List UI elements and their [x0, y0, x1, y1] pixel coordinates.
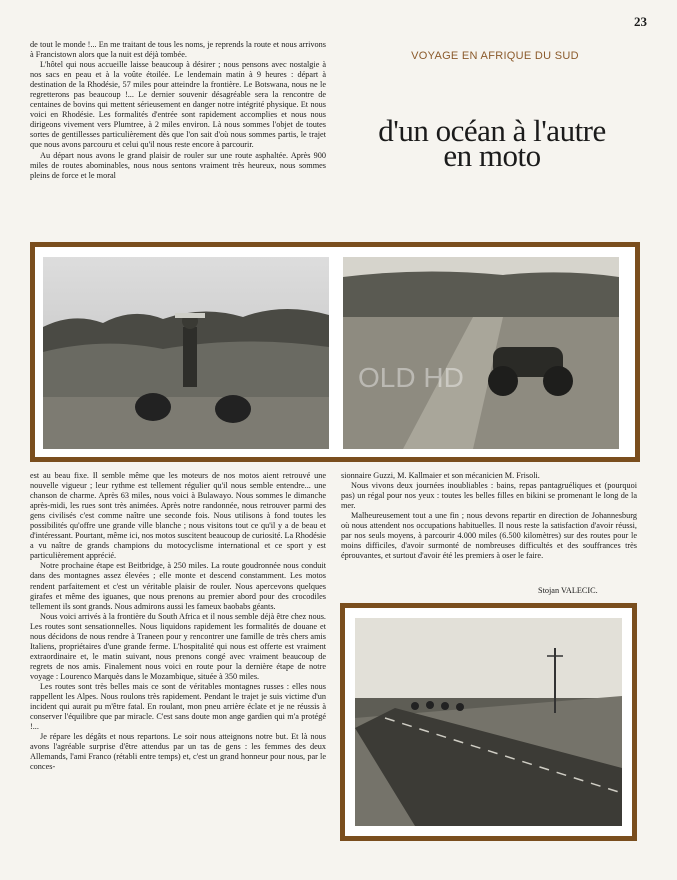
intro-paragraph-3: Au départ nous avons le grand plaisir de rouler sur une route asphaltée. Après 900 miles de routes abominables, nous nous sentons vraiment très heureux, nous sommes pleins de force et le moral: [30, 150, 326, 180]
headline-line-2: en moto: [443, 138, 541, 173]
body-left-column: [30, 471, 326, 772]
bottom-photo-frame: [340, 603, 637, 841]
left-paragraph-3: Nous voici arrivés à la frontière du South Africa et il nous semble déjà être chez nous. Les routes sont sensationnelles. Nous liquidons rapidement les formalités de douane et nous décidons de nous rendre à Traneen pour y rencontrer une famille de très chers amis Italiens, propriétaires d'une grande ferme. L'hospitalité qui nous est offerte est vraiment extraordinaire et, le matin suivant, nous prenons congé avec vraiment beaucoup de regrets de nos amis. Finalement nous voici en route pour la dernière étape de notre voyage : Lourenco Marquès dans le Mozambique, située à 350 miles.: [30, 611, 326, 681]
intro-paragraph-2: L'hôtel qui nous accueille laisse beaucoup à désirer ; nous pensons avec nostalgie à nos sacs en peau et à la voûte étoilée. Le lendemain matin à 9 heures : départ à destination de la Rhodésie, 57 miles pour atteindre la frontière. Le Botswana, nous ne le regretterons pas beaucoup !... Le dernier souvenir désagréable sera la rencontre de centaines de bovins qui mettent sérieusement en danger notre intégrité physique. Et nous voici en Rhodésie. Les formalités d'entrée sont rapidement accomplies et nous nous dirigeons vivement vers Plumtree, à 2 miles environ. Là nous sommes l'objet de toutes sortes de gentillesses particulièrement dès que l'on sait d'où nous sommes partis, le trajet que nous avons parcouru et celui qu'il nous reste encore à parcourir.: [30, 60, 326, 150]
left-paragraph-1: est au beau fixe. Il semble même que les moteurs de nos motos aient retrouvé une nouvelle vigueur ; leur rythme est tellement régulier qu'il nous semble entendre... une chanson de charme. Après 63 miles, nous voici à Bulawayo. Nous sommes le dimanche après-midi, les rues sont très animées. Après notre randonnée, nous retrouver parmi des gens civilisés c'est comme naître une seconde fois. Nous utilisons à fond toutes les possibilités qu'offre une grande ville blanche ; nous visitons tout ce qu'il y a de beau et d'intéressant. Pourtant, même ici, nos motos suscitent beaucoup de curiosité. La Rhodésie a vu naître de grands champions du motocyclisme international et ce sport y est particulièrement apprécié.: [30, 471, 326, 561]
photo-watermark: OLD HD: [358, 362, 464, 393]
left-paragraph-2: Notre prochaine étape est Beitbridge, à 250 miles. La route goudronnée nous conduit dans des montagnes assez élevées ; elle monte et descend constamment. Les motos rendent parfaitement et c'est un véritable plaisir de rouler. Nous apercevons quelques girafes et même des iguanes, que nous prenons au premier abord pour des crocodiles tellement ils sont grands. Nous admirons aussi les fameux baobabs géants.: [30, 561, 326, 611]
left-paragraph-5: Je répare les dégâts et nous repartons. Le soir nous atteignons notre but. Et là nous avons l'agréable surprise d'être attendus par un tas de gens : les femmes des deux Allemands, l'ami Franco (rétabli entre temps) et, c'est un grand honneur pour nous, par le conces-: [30, 732, 326, 772]
photo-riders-bush: [43, 257, 329, 449]
photo-road-convoy: [355, 618, 622, 826]
headline-line-1: d'un océan à l'autre: [378, 113, 606, 148]
page-number: 23: [634, 14, 647, 29]
top-photo-frame: [30, 242, 640, 462]
right-paragraph-3: Malheureusement tout a une fin ; nous devons repartir en direction de Johannesburg où nous attendent nos occupations habituelles. Il nous reste la satisfaction d'avoir réussi, par nos seuls moyens, à parcourir 4.000 miles (6.500 kilomètres) sur des routes pour le moins difficiles, d'avoir surmonté de nombreuses difficultés et des souffrances très éprouvantes, et surtout d'avoir été les premiers à oser le faire.: [341, 511, 637, 561]
author-signature: Stojan VALECIC.: [538, 586, 598, 595]
intro-paragraph-1: de tout le monde !... En me traitant de tous les noms, je reprends la route et nous arrivons à Francistown alors que la nuit est déjà tombée.: [30, 40, 326, 60]
intro-column: [30, 40, 326, 181]
body-right-column: [341, 471, 637, 561]
photo-motorcycle-road: [343, 257, 619, 449]
article-headline: [342, 113, 642, 173]
right-paragraph-2: Nous vivons deux journées inoubliables : bains, repas pantagruéliques et (pourquoi pas) un régal pour nos yeux : toutes les belles filles en bikini se promenant le long de la mer.: [341, 481, 637, 511]
right-paragraph-1: sionnaire Guzzi, M. Kallmaier et son mécanicien M. Frisoli.: [341, 471, 540, 480]
section-kicker: VOYAGE EN AFRIQUE DU SUD: [411, 50, 579, 62]
left-paragraph-4: Les routes sont très belles mais ce sont de véritables montagnes russes : elles nous rappellent les Alpes. Nous roulons très rapidement. Pendant le trajet je suis victime d'un incident qui aurait pu m'être fatal. En roulant, mon pneu arrière éclate et je ne réussis à conserver l'équilibre que par miracle. C'est sans doute mon ange gardien qui m'a protégé !...: [30, 681, 326, 732]
